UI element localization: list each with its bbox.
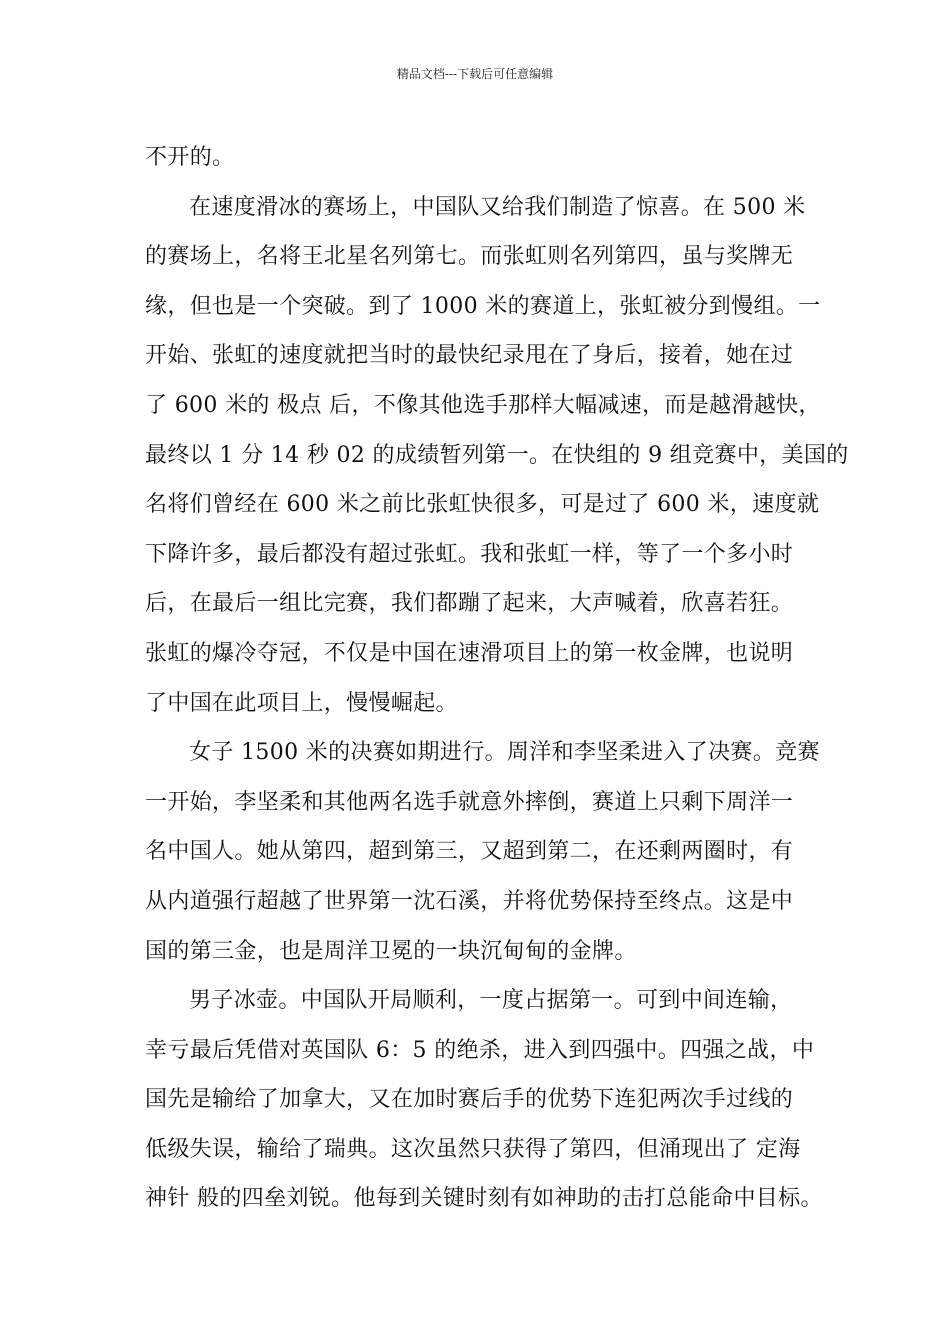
text-line: 下降许多，最后都没有超过张虹。我和张虹一样，等了一个多小时 (145, 541, 794, 567)
text-line: 国的第三金，也是周洋卫冕的一块沉甸甸的金牌。 (145, 938, 637, 964)
text-line: 了 600 米的 极点 后，不像其他选手那样大幅减速，而是越滑越快， (145, 392, 821, 418)
paragraph (145, 728, 825, 976)
text-line: 一开始，李坚柔和其他两名选手就意外摔倒，赛道上只剩下周洋一 (145, 789, 794, 815)
text-line: 在速度滑冰的赛场上，中国队又给我们制造了惊喜。在 500 米 (189, 194, 806, 220)
text-line: 不开的。 (145, 145, 235, 170)
text-line: 的赛场上，名将王北星名列第七。而张虹则名列第四，虽与奖牌无 (145, 244, 794, 270)
text-line: 名中国人。她从第四，超到第三，又超到第二，在还剩两圈时，有 (145, 839, 794, 865)
text-line: 名将们曾经在 600 米之前比张虹快很多，可是过了 600 米，速度就 (145, 492, 820, 518)
text-line: 男子冰壶。中国队开局顺利，一度占据第一。可到中间连输， (189, 988, 793, 1014)
page-header: 精品文档---下载后可任意编辑 (396, 67, 554, 81)
document-body (145, 133, 849, 1224)
text-line: 幸亏最后凭借对英国队 6：5 的绝杀，进入到四强中。四强之战，中 (145, 1037, 815, 1063)
paragraph (145, 976, 825, 1224)
paragraph (145, 133, 825, 183)
text-line: 了中国在此项目上，慢慢崛起。 (145, 690, 458, 716)
text-line: 开始、张虹的速度就把当时的最快纪录甩在了身后，接着，她在过 (145, 343, 794, 369)
text-line: 低级失误，输给了瑞典。这次虽然只获得了第四，但涌现出了 定海 (145, 1136, 801, 1162)
text-line: 国先是输给了加拿大，又在加时赛后手的优势下连犯两次手过线的 (145, 1087, 794, 1113)
text-line: 缘，但也是一个突破。到了 1000 米的赛道上，张虹被分到慢组。一 (145, 293, 821, 319)
paragraph (145, 183, 849, 729)
text-line: 张虹的爆冷夺冠，不仅是中国在速滑项目上的第一枚金牌，也说明 (145, 640, 794, 666)
text-line: 女子 1500 米的决赛如期进行。周洋和李坚柔进入了决赛。竞赛 (189, 740, 820, 766)
text-line: 神针 般的四垒刘锐。他每到关键时刻有如神助的击打总能命中目标。 (145, 1186, 823, 1212)
text-line: 最终以 1 分 14 秒 02 的成绩暂列第一。在快组的 9 组竞赛中，美国的 (145, 442, 849, 468)
text-line: 后，在最后一组比完赛，我们都蹦了起来，大声喊着，欣喜若狂。 (145, 591, 794, 617)
text-line: 从内道强行超越了世界第一沈石溪，并将优势保持至终点。这是中 (145, 888, 794, 914)
